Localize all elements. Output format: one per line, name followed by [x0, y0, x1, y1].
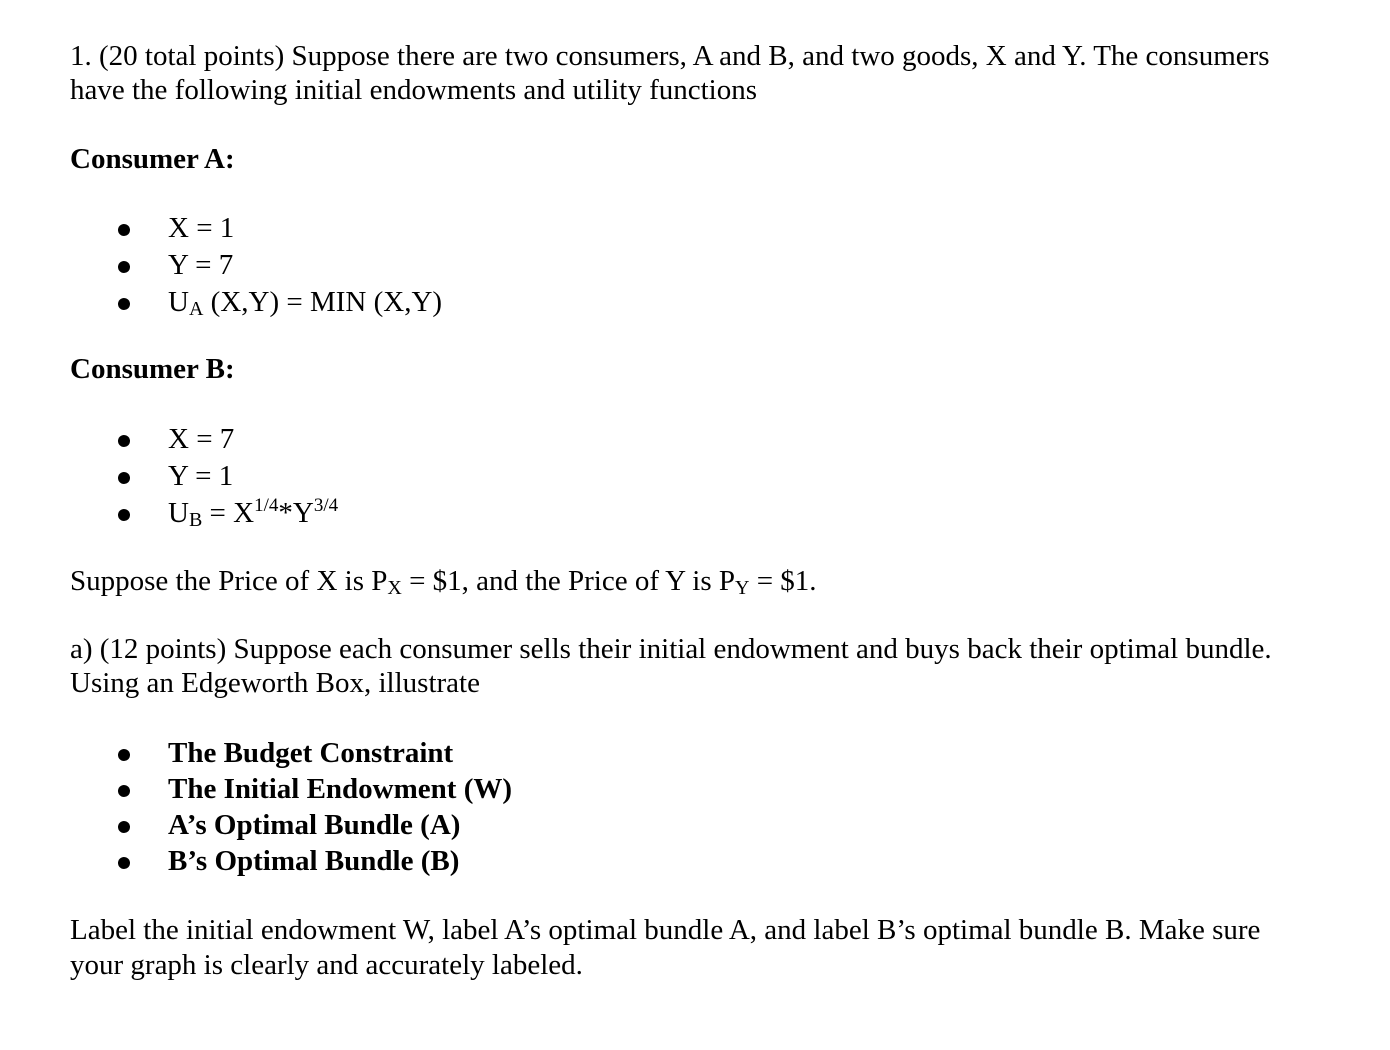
initial-endowment-item: The Initial Endowment (W) [168, 773, 513, 805]
b-optimal-bundle-item: B’s Optimal Bundle (B) [168, 845, 460, 877]
utility-eq-x: = X [202, 497, 255, 529]
utility-symbol: U [168, 497, 189, 529]
budget-constraint-item: The Budget Constraint [168, 737, 454, 769]
consumer-a-y-item [70, 248, 970, 284]
bullet-icon [118, 472, 130, 484]
closing-line-1: Label the initial endowment W, label A’s optimal bundle A, and label B’s optimal bundle B. Make sure [70, 914, 1261, 946]
bullet-icon [118, 749, 130, 761]
utility-subscript: B [188, 509, 203, 531]
part-a-item [70, 808, 970, 844]
intro-line-2: have the following initial endowments and utility functions [70, 74, 758, 106]
consumer-a-utility [168, 285, 442, 319]
exponent-x: 1/4 [254, 495, 279, 516]
consumer-b-x: X = 7 [168, 423, 235, 455]
prices-part-2: = $1, and the Price of Y is P [401, 565, 735, 597]
a-optimal-bundle-item: A’s Optimal Bundle (A) [168, 809, 461, 841]
utility-symbol: U [168, 286, 189, 318]
bullet-icon [118, 821, 130, 833]
prices-part-1: Suppose the Price of X is P [70, 565, 388, 597]
consumer-b-utility-item [70, 496, 970, 532]
consumer-a-utility-item [70, 285, 970, 321]
consumer-b-y-item [70, 459, 970, 495]
exponent-y: 3/4 [313, 495, 339, 516]
consumer-a-x: X = 1 [168, 212, 235, 244]
bullet-icon [118, 509, 130, 521]
consumer-a-heading: Consumer A: [70, 143, 235, 175]
prices-sentence [70, 564, 1330, 598]
consumer-b-y: Y = 1 [168, 460, 234, 492]
consumer-b-heading: Consumer B: [70, 353, 235, 385]
bullet-icon [118, 785, 130, 797]
consumer-b-utility [168, 496, 338, 530]
part-a-item [70, 736, 970, 772]
consumer-a-x-item [70, 211, 970, 247]
consumer-a-y: Y = 7 [168, 249, 234, 281]
intro-line-1: 1. (20 total points) Suppose there are two consumers, A and B, and two goods, X and Y. The consumers [70, 40, 1270, 72]
prices-part-3: = $1. [749, 565, 817, 597]
consumer-b-x-item [70, 422, 970, 458]
bullet-icon [118, 261, 130, 273]
bullet-icon [118, 857, 130, 869]
price-y-subscript: Y [735, 577, 750, 599]
price-x-subscript: X [387, 577, 402, 599]
part-a-line-2: Using an Edgeworth Box, illustrate [70, 667, 480, 699]
closing-line-2: your graph is clearly and accurately labeled. [70, 949, 583, 981]
bullet-icon [118, 298, 130, 310]
utility-subscript: A [188, 298, 204, 320]
part-a-item [70, 844, 970, 880]
utility-function: (X,Y) = MIN (X,Y) [203, 286, 443, 318]
utility-times-y: *Y [278, 497, 314, 529]
part-a-line-1: a) (12 points) Suppose each consumer sells their initial endowment and buys back their optimal bundle. [70, 633, 1272, 665]
bullet-icon [118, 224, 130, 236]
part-a-item [70, 772, 970, 808]
bullet-icon [118, 435, 130, 447]
